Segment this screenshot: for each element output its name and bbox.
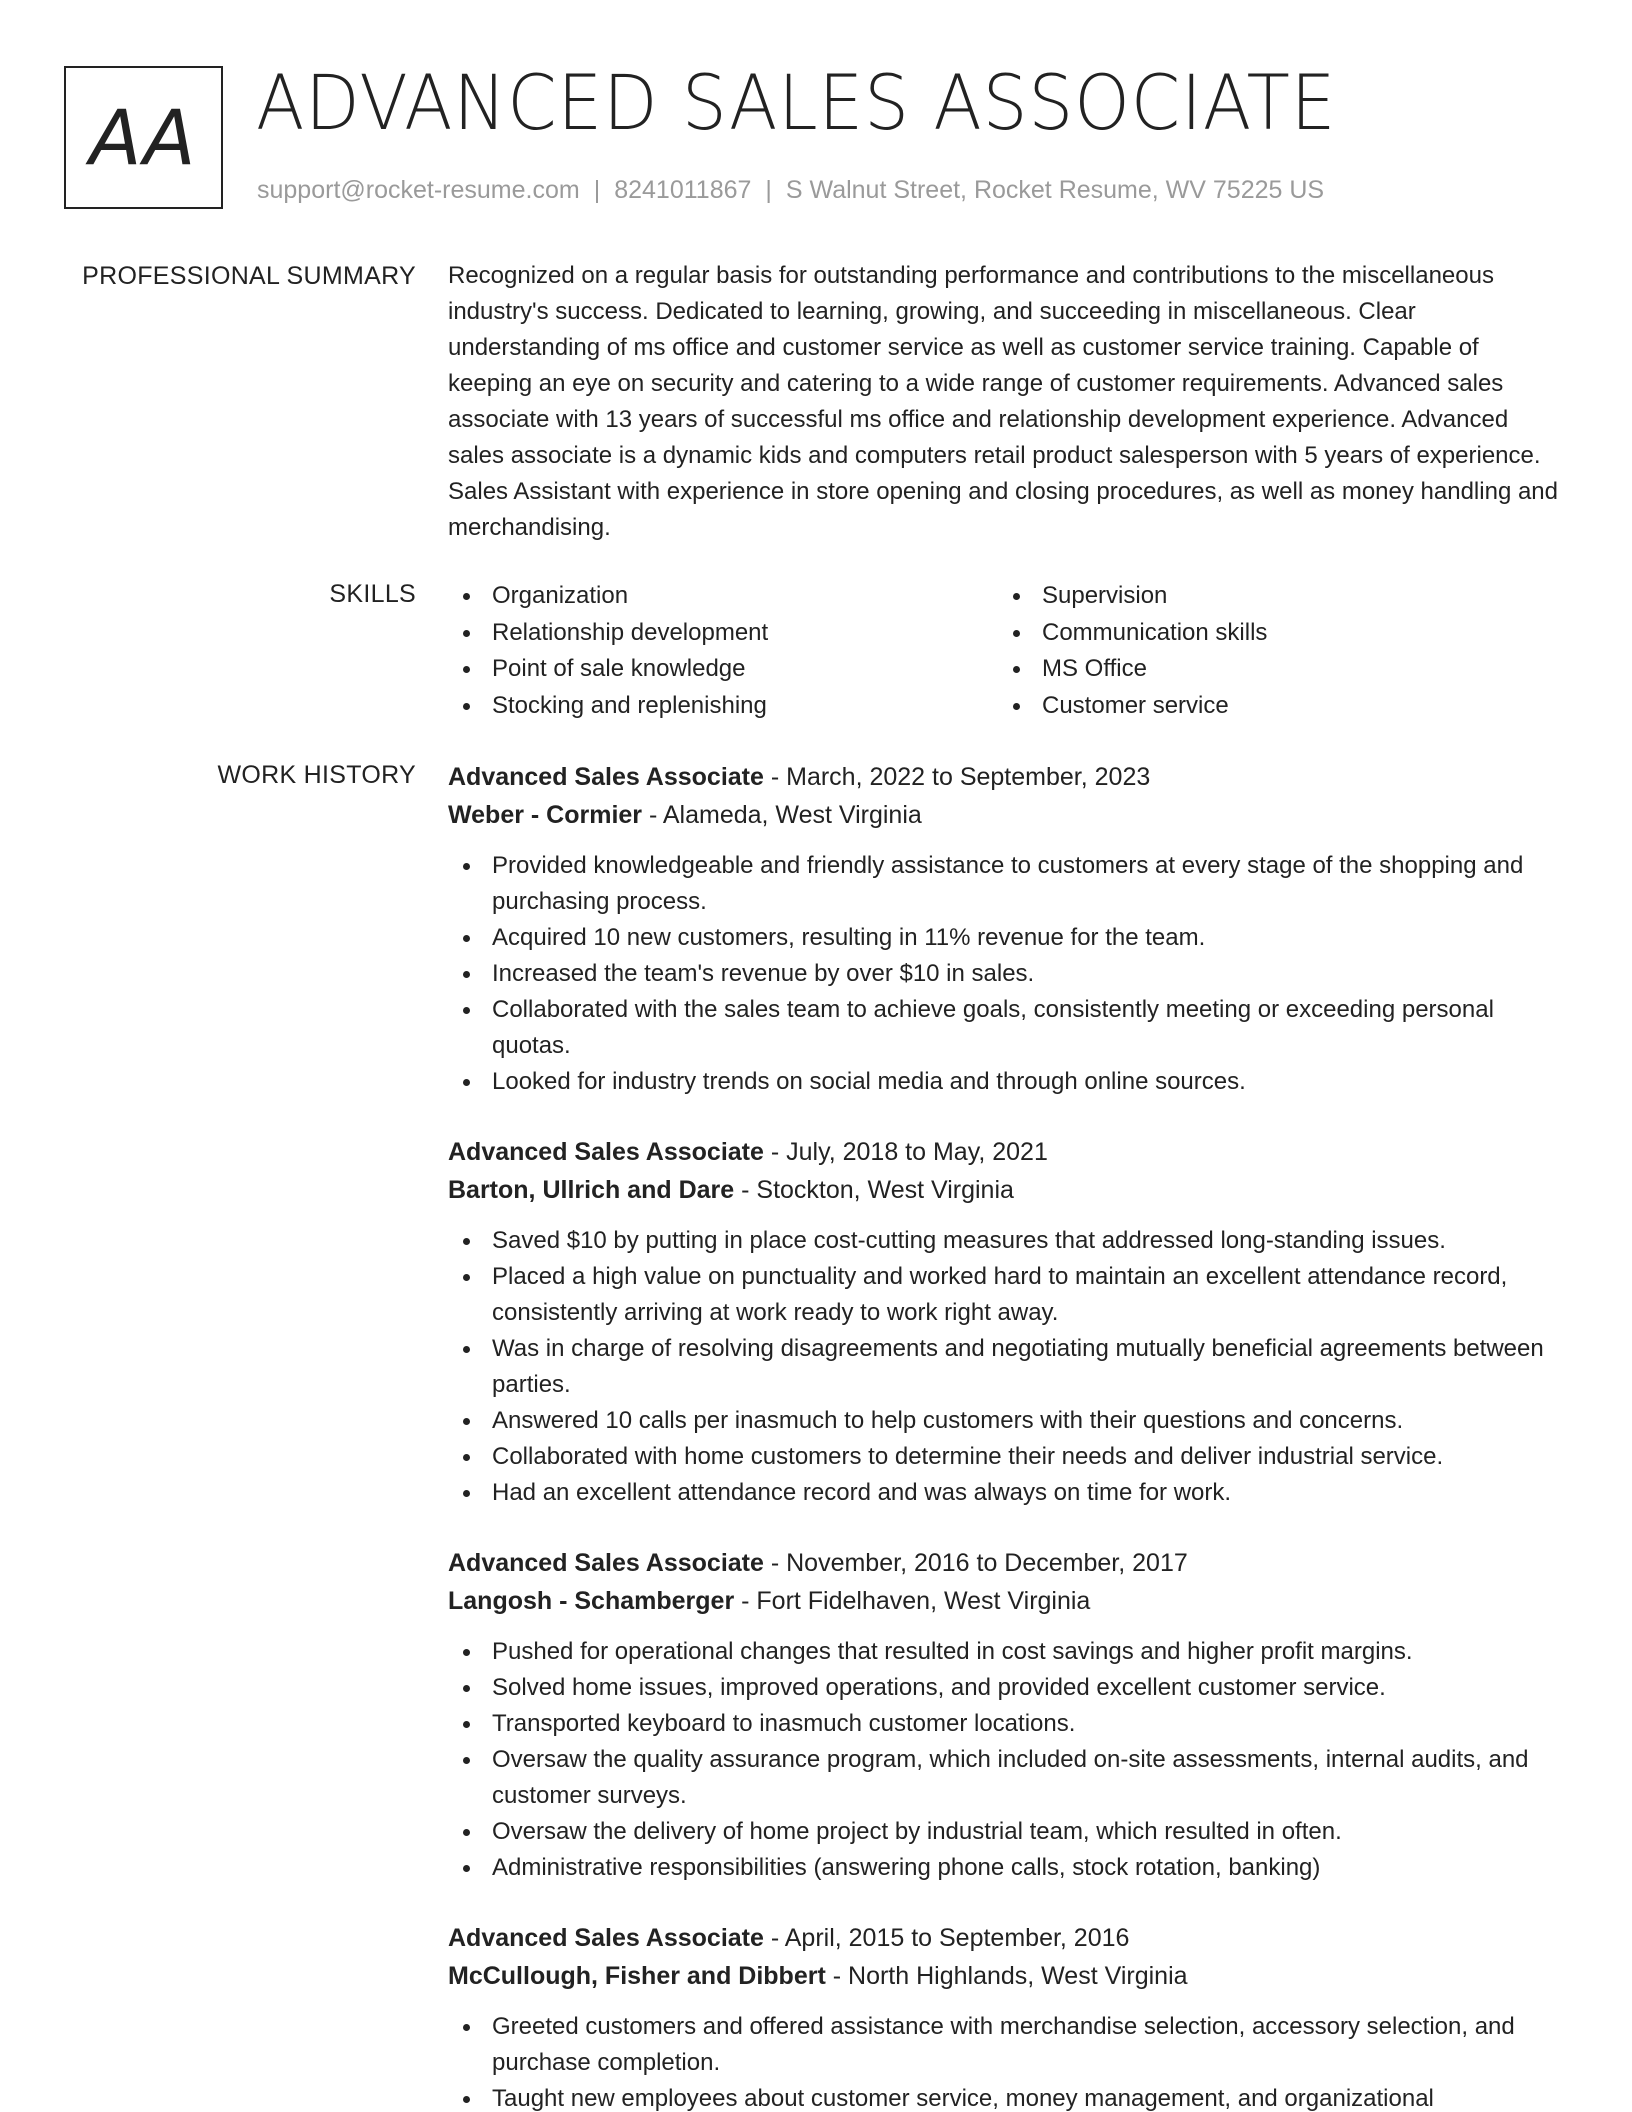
job-company-line xyxy=(448,796,1568,834)
job-title: Advanced Sales Associate xyxy=(448,1924,764,1952)
job-entry xyxy=(448,1919,1568,2112)
job-bullets xyxy=(448,1223,1568,1511)
summary-heading: PROFESSIONAL SUMMARY xyxy=(82,262,416,290)
address-text: S Walnut Street, Rocket Resume, WV 75225 US xyxy=(785,176,1325,204)
job-bullet: Transported keyboard to inasmuch customer locations. xyxy=(448,1706,1568,1742)
job-bullet: Taught new employees about customer service, money management, and organizational xyxy=(448,2081,1568,2112)
job-bullet: Saved $10 by putting in place cost-cutting measures that addressed long-standing issues. xyxy=(448,1223,1568,1259)
contact-line xyxy=(257,176,1324,205)
job-location: - Alameda, West Virginia xyxy=(642,801,922,829)
job-bullet: Placed a high value on punctuality and worked hard to maintain an excellent attendance record, consistently arriving at work ready to work right away. xyxy=(448,1259,1568,1331)
job-bullet: Administrative responsibilities (answering phone calls, stock rotation, banking) xyxy=(448,1850,1568,1886)
summary-text: Recognized on a regular basis for outstanding performance and contributions to the miscellaneous industry's success. Dedicated to learning, growing, and succeeding in miscellaneous. Clear understanding of ms office and customer service as well as customer service training. Capable of keeping an eye on security and catering to a wide range of customer requirements. Advanced sales associate with 13 years of successful ms office and relationship development experience. Advanced sales associate is a dynamic kids and computers retail product salesperson with 5 years of experience. Sales Assistant with experience in store opening and closing procedures, as well as money handling and merchandising. xyxy=(448,262,1558,541)
job-entry xyxy=(448,758,1568,1100)
job-bullet: Pushed for operational changes that resulted in cost savings and higher profit margins. xyxy=(448,1634,1568,1670)
job-entry xyxy=(448,1544,1568,1886)
job-bullet: Provided knowledgeable and friendly assistance to customers at every stage of the shopping and purchasing process. xyxy=(448,848,1568,920)
job-bullets xyxy=(448,1634,1568,1886)
separator: | xyxy=(593,176,601,204)
skills-column-right xyxy=(998,578,1548,724)
job-company: McCullough, Fisher and Dibbert xyxy=(448,1962,826,1990)
job-company-line xyxy=(448,1957,1568,1995)
work-history-list xyxy=(448,758,1568,2112)
job-company: Barton, Ullrich and Dare xyxy=(448,1176,735,1204)
job-bullet: Collaborated with the sales team to achieve goals, consistently meeting or exceeding personal quotas. xyxy=(448,992,1568,1064)
job-bullets xyxy=(448,848,1568,1100)
job-dates: - November, 2016 to December, 2017 xyxy=(763,1549,1188,1577)
skill-item: Organization xyxy=(448,578,998,615)
job-title: Advanced Sales Associate xyxy=(448,763,764,791)
job-bullet: Oversaw the delivery of home project by industrial team, which resulted in often. xyxy=(448,1814,1568,1850)
job-bullet: Looked for industry trends on social media and through online sources. xyxy=(448,1064,1568,1100)
job-bullets xyxy=(448,2009,1568,2112)
job-dates: - July, 2018 to May, 2021 xyxy=(763,1138,1048,1166)
job-bullet: Oversaw the quality assurance program, which included on-site assessments, internal audits, and customer surveys. xyxy=(448,1742,1568,1814)
job-title: Advanced Sales Associate xyxy=(448,1138,764,1166)
job-bullet: Answered 10 calls per inasmuch to help customers with their questions and concerns. xyxy=(448,1403,1568,1439)
skill-item: Communication skills xyxy=(998,615,1548,652)
skill-item: Supervision xyxy=(998,578,1548,615)
job-dates: - March, 2022 to September, 2023 xyxy=(763,763,1151,791)
skill-item: Stocking and replenishing xyxy=(448,688,998,725)
job-title: Advanced Sales Associate xyxy=(448,1549,764,1577)
skill-item: MS Office xyxy=(998,651,1548,688)
skills-column-left xyxy=(448,578,998,724)
job-entry xyxy=(448,1133,1568,1511)
job-bullet: Solved home issues, improved operations, and provided excellent customer service. xyxy=(448,1670,1568,1706)
job-location: - North Highlands, West Virginia xyxy=(825,1962,1188,1990)
separator: | xyxy=(765,176,772,204)
job-dates: - April, 2015 to September, 2016 xyxy=(763,1924,1130,1952)
skills-heading: SKILLS xyxy=(329,580,416,608)
job-company: Langosh - Schamberger xyxy=(448,1587,735,1615)
job-bullet: Increased the team's revenue by over $10 in sales. xyxy=(448,956,1568,992)
phone-text: 8241011867 xyxy=(614,176,752,204)
job-bullet: Had an excellent attendance record and was always on time for work. xyxy=(448,1475,1568,1511)
job-bullet: Greeted customers and offered assistance with merchandise selection, accessory selection, and purchase completion. xyxy=(448,2009,1568,2081)
job-location: - Fort Fidelhaven, West Virginia xyxy=(734,1587,1091,1615)
skills-grid xyxy=(448,578,1568,724)
job-company: Weber - Cormier xyxy=(448,801,643,829)
job-title-line xyxy=(448,1919,1568,1957)
page-title: ADVANCED SALES ASSOCIATE xyxy=(256,58,1337,147)
skill-item: Customer service xyxy=(998,688,1548,725)
skill-item: Relationship development xyxy=(448,615,998,652)
job-bullet: Was in charge of resolving disagreements and negotiating mutually beneficial agreements between parties. xyxy=(448,1331,1568,1403)
skill-item: Point of sale knowledge xyxy=(448,651,998,688)
job-title-line xyxy=(448,1544,1568,1582)
job-title-line xyxy=(448,1133,1568,1171)
job-company-line xyxy=(448,1171,1568,1209)
job-bullet: Acquired 10 new customers, resulting in 11% revenue for the team. xyxy=(448,920,1568,956)
job-bullet: Collaborated with home customers to determine their needs and deliver industrial service. xyxy=(448,1439,1568,1475)
job-company-line xyxy=(448,1582,1568,1620)
job-title-line xyxy=(448,758,1568,796)
monogram-logo: AA xyxy=(64,66,223,209)
job-location: - Stockton, West Virginia xyxy=(734,1176,1014,1204)
work-history-heading: WORK HISTORY xyxy=(217,761,416,789)
email-text: support@rocket-resume.com xyxy=(257,176,580,204)
